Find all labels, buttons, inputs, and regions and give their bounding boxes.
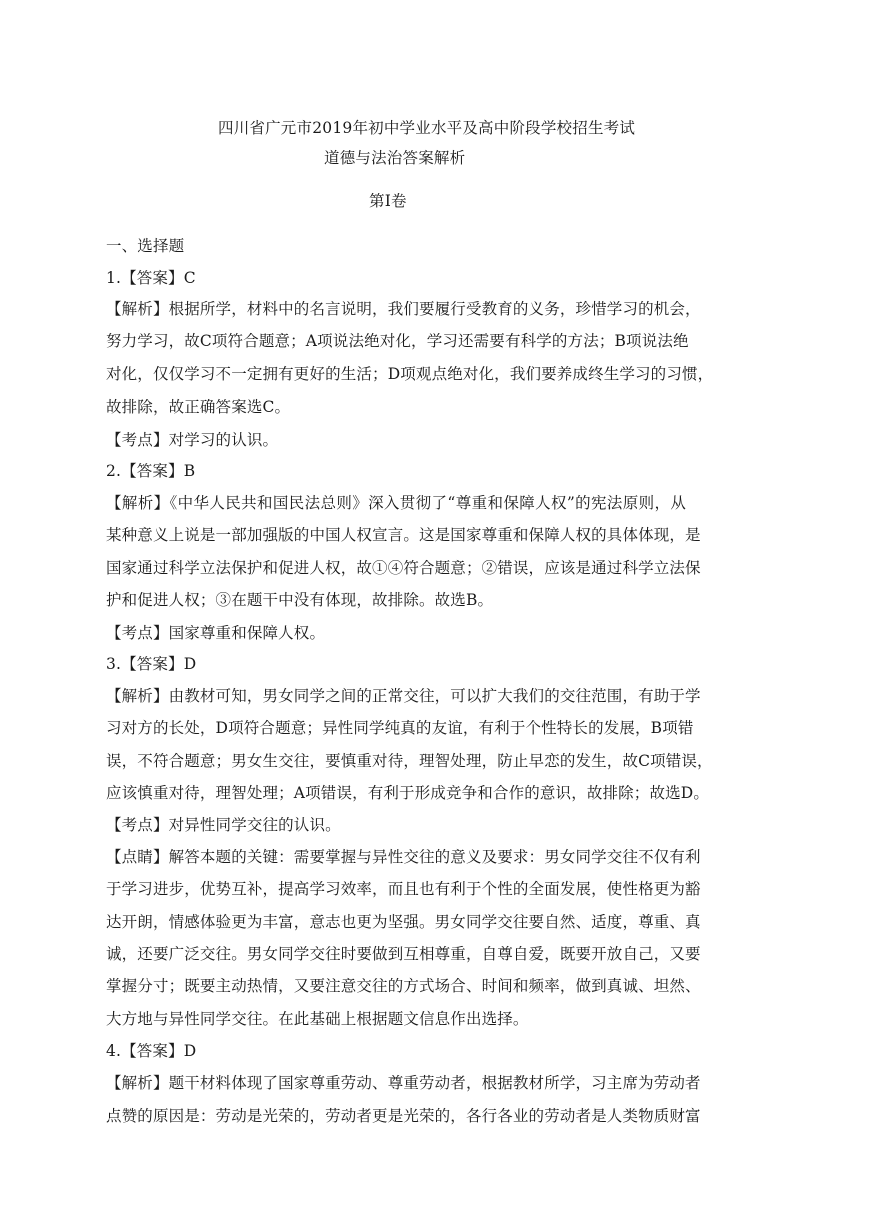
document-subtitle: 道德与法治答案解析 bbox=[324, 149, 466, 167]
analysis-line: 【解析】《中华人民共和国民法总则》深入贯彻了“尊重和保障人权”的宪法原则，从 bbox=[106, 494, 686, 512]
insight-line: 达开朗，情感体验更为丰富，意志也更为坚强。男女同学交往要自然、适度，尊重、真 bbox=[106, 913, 701, 931]
answer-q1: 1.【答案】C bbox=[106, 269, 196, 287]
analysis-line: 故排除，故正确答案选C。 bbox=[106, 398, 291, 416]
insight-line: 大方地与异性同学交往。在此基础上根据题文信息作出选择。 bbox=[106, 1010, 529, 1028]
insight-line: 【点睛】解答本题的关键：需要掌握与异性交往的意义及要求：男女同学交往不仅有利 bbox=[106, 848, 701, 866]
key-point: 【考点】对学习的认识。 bbox=[106, 431, 279, 449]
analysis-line: 国家通过科学立法保护和促进人权，故①④符合题意；②错误，应该是通过科学立法保 bbox=[106, 559, 701, 577]
analysis-line: 【解析】根据所学，材料中的名言说明，我们要履行受教育的义务，珍惜学习的机会， bbox=[106, 300, 701, 318]
volume-heading: 第Ⅰ卷 bbox=[369, 192, 407, 210]
key-point: 【考点】国家尊重和保障人权。 bbox=[106, 624, 326, 642]
answer-q4: 4.【答案】D bbox=[106, 1042, 197, 1060]
analysis-line: 【解析】由教材可知，男女同学之间的正常交往，可以扩大我们的交往范围，有助于学 bbox=[106, 687, 701, 705]
analysis-line: 习对方的长处，D项符合题意；异性同学纯真的友谊，有利于个性特长的发展，B项错 bbox=[106, 719, 694, 737]
insight-line: 于学习进步，优势互补，提高学习效率，而且也有利于个性的全面发展，使性格更为豁 bbox=[106, 880, 701, 898]
analysis-line: 点赞的原因是：劳动是光荣的，劳动者更是光荣的，各行各业的劳动者是人类物质财富 bbox=[106, 1107, 701, 1125]
analysis-line: 应该慎重对待，理智处理；A项错误，有利于形成竞争和合作的意识，故排除；故选D。 bbox=[106, 784, 709, 802]
analysis-line: 护和促进人权；③在题干中没有体现，故排除。故选B。 bbox=[106, 591, 494, 609]
answer-q3: 3.【答案】D bbox=[106, 655, 197, 673]
analysis-line: 努力学习，故C项符合题意；A项说法绝对化，学习还需要有科学的方法；B项说法绝 bbox=[106, 332, 689, 350]
document-title: 四川省广元市2019年初中学业水平及高中阶段学校招生考试 bbox=[218, 119, 636, 137]
key-point: 【考点】对异性同学交往的认识。 bbox=[106, 816, 341, 834]
analysis-line: 某种意义上说是一部加强版的中国人权宣言。这是国家尊重和保障人权的具体体现，是 bbox=[106, 526, 701, 544]
analysis-line: 【解析】题干材料体现了国家尊重劳动、尊重劳动者，根据教材所学，习主席为劳动者 bbox=[106, 1074, 701, 1092]
section-heading: 一、选择题 bbox=[106, 237, 185, 255]
analysis-line: 对化，仅仅学习不一定拥有更好的生活；D项观点绝对化，我们要养成终生学习的习惯， bbox=[106, 365, 714, 383]
insight-line: 掌握分寸；既要主动热情，又要注意交往的方式场合、时间和频率，做到真诚、坦然、 bbox=[106, 977, 701, 995]
analysis-line: 误，不符合题意；男女生交往，要慎重对待，理智处理，防止早恋的发生，故C项错误， bbox=[106, 752, 713, 770]
insight-line: 诚，还要广泛交往。男女同学交往时要做到互相尊重，自尊自爱，既要开放自己，又要 bbox=[106, 945, 701, 963]
answer-q2: 2.【答案】B bbox=[106, 462, 196, 480]
